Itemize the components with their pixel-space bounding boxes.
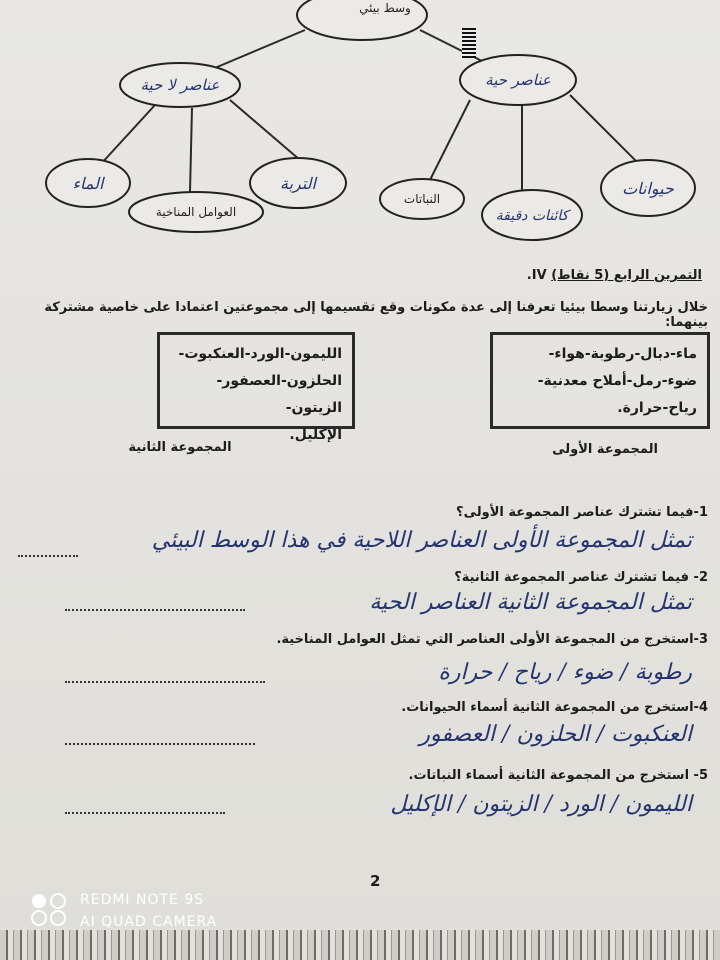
group1-line: رياح-حرارة. [617, 400, 697, 416]
concept-map [0, 0, 720, 260]
nonliving-child-water [46, 159, 130, 207]
group2-label: المجموعة الثانية [128, 440, 232, 455]
barcode-mark [462, 28, 476, 58]
living-child-animals [601, 160, 695, 216]
nonliving-label: عناصر لا حية [140, 76, 220, 94]
nonliving-child-climate [129, 192, 263, 232]
camera-lens-icon [30, 892, 70, 926]
paper-edge [0, 930, 720, 960]
answer-dots [65, 810, 225, 814]
group1-line: ماء-دبال-رطوبة-هواء- [548, 346, 697, 362]
exercise-title: التمرين الرابع (5 نقاط) [551, 268, 702, 283]
nonliving-child-soil [250, 158, 346, 208]
living-child-microbes [482, 190, 582, 240]
answer-2[interactable]: تمثل المجموعة الثانية العناصر الحية [369, 590, 692, 615]
svg-text:كائنات دقيقة: كائنات دقيقة [495, 208, 569, 224]
question-2: 2- فيما تشترك عناصر المجموعة الثانية؟ [454, 570, 708, 585]
watermark-camera: AI QUAD CAMERA [80, 914, 218, 930]
exercise-heading [462, 268, 702, 283]
question-5: 5- استخرج من المجموعة الثانية أسماء النباتات. [408, 768, 708, 783]
answer-dots [65, 679, 265, 683]
watermark-model: REDMI NOTE 9S [80, 892, 205, 908]
camera-watermark [80, 889, 217, 933]
group1-box [490, 332, 710, 429]
answer-5[interactable]: الليمون / الورد / الزيتون / الإكليل [390, 792, 692, 817]
exercise-intro: خلال زيارتنا وسطا بيئيا تعرفنا إلى عدة مكونات وقع تقسيمها إلى مجموعتين اعتمادا على خاصية مشتركة بينهما: [44, 300, 708, 330]
living-label: عناصر حية [485, 71, 551, 89]
group2-box [157, 332, 355, 443]
group1-label: المجموعة الأولى [552, 442, 658, 457]
group2-line: الإكليل. [289, 427, 342, 443]
answer-4[interactable]: العنكبوت / الحلزون / العصفور [419, 722, 692, 747]
question-3: 3-استخرج من المجموعة الأولى العناصر التي تمثل العوامل المناخية. [276, 632, 708, 647]
answer-1[interactable]: تمثل المجموعة الأولى العناصر اللاحية في هذا الوسط البيئي [151, 528, 692, 553]
page-number: 2 [370, 872, 381, 890]
svg-text:حيوانات: حيوانات [622, 179, 674, 198]
group1-line: ضوء-رمل-أملاح معدنية- [537, 373, 697, 389]
svg-text:التربة: التربة [279, 174, 317, 193]
nonliving-node [120, 63, 240, 107]
answer-3[interactable]: رطوبة / ضوء / رياح / حرارة [438, 660, 692, 685]
root-node [297, 0, 427, 40]
svg-text:الماء: الماء [72, 174, 104, 193]
answer-dots [65, 741, 255, 745]
living-child-plants [380, 179, 464, 219]
answer-dots [65, 607, 245, 611]
svg-text:النباتات: النباتات [403, 192, 441, 206]
root-label: وسط بيئي [359, 1, 411, 15]
exercise-number: IV. [526, 268, 547, 283]
question-4: 4-استخرج من المجموعة الثانية أسماء الحيوانات. [401, 700, 708, 715]
answer-dots [18, 553, 78, 557]
svg-text:العوامل المناخية: العوامل المناخية [155, 205, 237, 219]
living-node [460, 55, 576, 105]
group2-line: الحلزون-العصفور-الزيتون- [216, 373, 342, 416]
group2-line: الليمون-الورد-العنكبوت- [178, 346, 342, 362]
question-1: 1-فيما تشترك عناصر المجموعة الأولى؟ [456, 505, 708, 520]
